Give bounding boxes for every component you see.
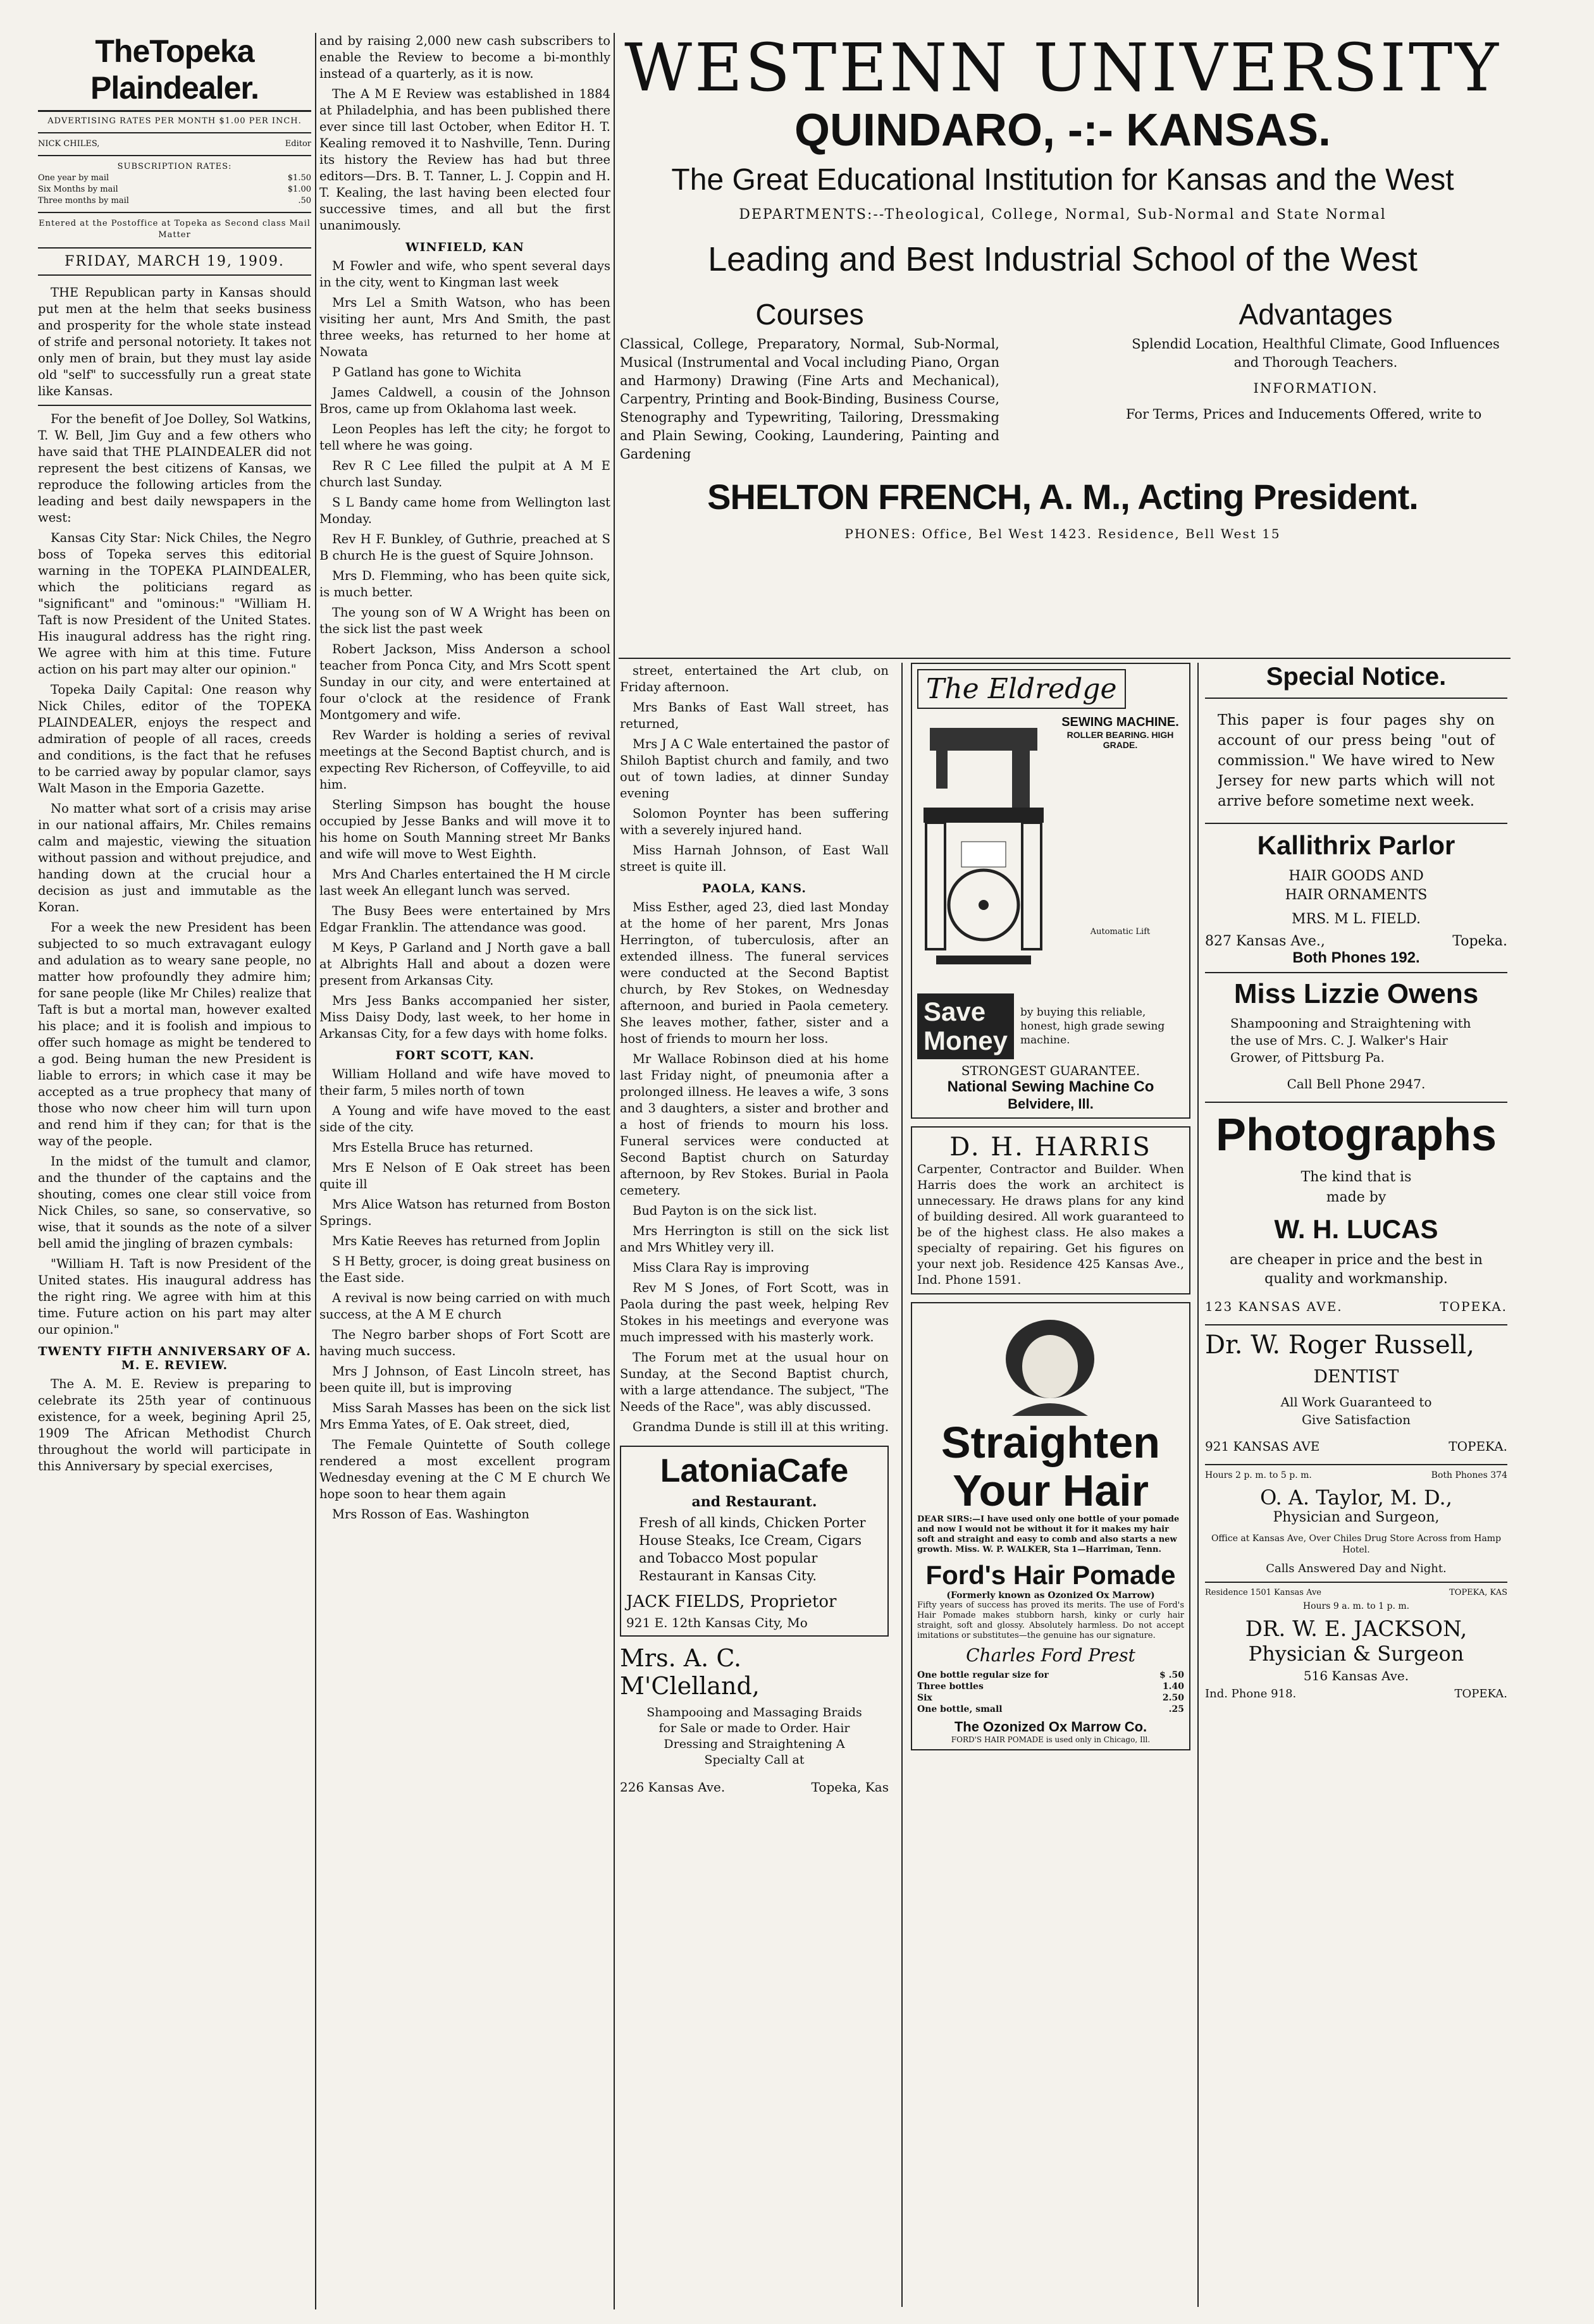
photographs-text: The kind that is made by <box>1301 1169 1412 1205</box>
article-paragraph: Topeka Daily Capital: One reason why Nick Chiles, editor of the TOPEKA PLAINDEALER, enjoys the respect and admiration of people of all races, creeds and conditions, is the fact that he refuses to be carried away by popular clamor, says Walt Mason in the Emporia Gazette. <box>38 682 311 796</box>
news-item: Mrs E Nelson of E Oak street has been quite ill <box>319 1160 610 1191</box>
column-rule <box>315 33 316 2309</box>
jackson-city-top: TOPEKA, KAS <box>1449 1588 1507 1597</box>
news-item: Mrs J Johnson, of East Lincoln street, has been quite ill, but is improving <box>319 1364 610 1395</box>
news-item: Mrs Estella Bruce has returned. <box>332 1140 534 1155</box>
entered-notice: Entered at the Postoffice at Topeka as Second class Mail Matter <box>39 219 311 240</box>
harris-text: Carpenter, Contractor and Builder. When Harris does the work an architect is unnecessary. He draws plans for any kind of building desired. All work guaranteed to be of the highest class. He also makes a specialty of repairing. Get his figures on your next job. Residence 425 Kansas Ave., Ind. Phone 1591. <box>917 1162 1184 1287</box>
news-item: Robert Jackson, Miss Anderson a school teacher from Ponca City, and Mrs Scott spent Sunday in our city, and were entertained at four o'clock at the residence of Frank Montgomery and wife. <box>319 642 610 722</box>
news-item: A revival is now being carried on with much success, at the A M E church <box>319 1291 610 1322</box>
university-phones: PHONES: Office, Bel West 1423. Residence, Bell West 15 <box>844 526 1281 541</box>
news-item: M Fowler and wife, who spent several days in the city, went to Kingman last week <box>319 259 610 290</box>
mcclelland-ad <box>620 1644 889 1795</box>
news-item: P Gatland has gone to Wichita <box>332 365 522 379</box>
sub-row: One year by mail $1.50 <box>38 173 311 183</box>
news-item: James Caldwell, a cousin of the Johnson Bros, came up from Oklahoma last week. <box>319 385 610 416</box>
section-head-fortscott: FORT SCOTT, KAN. <box>395 1048 534 1062</box>
news-item: Leon Peoples has left the city; he forgot to tell where he was going. <box>319 422 610 453</box>
owens-name: Miss Lizzie Owens <box>1233 978 1479 1009</box>
save-money-banner: Save Money <box>917 993 1014 1059</box>
russell-city: TOPEKA. <box>1449 1439 1507 1454</box>
taylor-office: Office at Kansas Ave, Over Chiles Drug Store Across from Hamp Hotel. <box>1211 1534 1502 1555</box>
owens-text: Shampooning and Straightening with the use of Mrs. C. J. Walker's Hair Grower, of Pittsburg Pa. <box>1230 1016 1471 1065</box>
pomade-company: The Ozonized Ox Marrow Co. <box>954 1719 1147 1735</box>
column-4 <box>911 663 1190 1758</box>
jackson-title: Physician & Surgeon <box>1248 1642 1464 1666</box>
pomade-body: Fifty years of success has proved its merits. The use of Ford's Hair Pomade makes stubborn harsh, kinky or curly hair straight, soft and glossy. Absolutely harmless. Do not accept imitations or substitutes—the genuine has our signature. <box>917 1601 1184 1640</box>
mcclelland-city: Topeka, Kas <box>811 1780 889 1795</box>
news-item: Rev M S Jones, of Fort Scott, was in Paola during the past week, helping Rev Stokes in his meetings and everyone was much impressed with his masterly work. <box>620 1281 889 1344</box>
latonia-sub: and Restaurant. <box>691 1494 817 1510</box>
news-item: Miss Esther, aged 23, died last Monday at the home of her parent, Mrs Jonas Herrington, of tuberculosis, after an extended illness. The funeral services were conducted at the Second Baptist church, by Rev Stokes, on Wednesday afternoon, and buried in Paola cemetery. She leaves mother, father, sister and a host of friends to mourn her loss. <box>620 900 889 1046</box>
jackson-city: TOPEKA. <box>1454 1687 1507 1700</box>
eldredge-company: National Sewing Machine Co <box>947 1078 1154 1095</box>
kallithrix-city: Topeka. <box>1452 933 1507 949</box>
straighten-headline: Straighten <box>941 1418 1161 1467</box>
eldredge-sub: ROLLER BEARING. HIGH GRADE. <box>1066 730 1174 750</box>
special-notice-head: Special Notice. <box>1266 663 1447 691</box>
kallithrix-items: HAIR GOODS AND HAIR ORNAMENTS <box>1285 868 1428 903</box>
ad-rates: ADVERTISING RATES PER MONTH $1.00 PER INCH. <box>47 116 302 126</box>
photographs-head: Photographs <box>1216 1110 1497 1160</box>
article-paragraph: The A. M. E. Review is preparing to celebrate its 25th year of continuous existence, for a week, begining April 25, 1909 The African Methodist Church throughout the world will participate in this Anniversary by special exercises, <box>38 1377 311 1473</box>
mcclelland-name: Mrs. A. C. M'Clelland, <box>620 1644 760 1700</box>
harris-name: D. H. HARRIS <box>949 1133 1152 1162</box>
news-item: A Young and wife have moved to the east side of the city. <box>319 1104 610 1134</box>
news-item: Mrs Katie Reeves has returned from Joplin <box>332 1234 600 1248</box>
eldredge-city: Belvidere, Ill. <box>1008 1096 1094 1112</box>
university-departments: DEPARTMENTS:--Theological, College, Normal, Sub-Normal and State Normal <box>739 207 1387 223</box>
article-paragraph: THE Republican party in Kansas should put men at the helm that seeks business and prosperity for the whole state instead of strife and personal notoriety. It takes not only men of brain, but they must lay aside old "self" to successfully run a great state like Kansas. <box>38 285 311 398</box>
kallithrix-owner: MRS. M L. FIELD. <box>1292 911 1421 927</box>
price-row: One bottle regular size for $ .50 <box>917 1670 1184 1680</box>
news-item: Solomon Poynter has been suffering with a severely injured hand. <box>620 806 889 837</box>
latonia-text: Fresh of all kinds, Chicken Porter House Steaks, Ice Cream, Cigars and Tobacco Most popular Restaurant in Kansas City. <box>639 1515 866 1583</box>
advantages-block <box>1126 297 1505 464</box>
kallithrix-phones: Both Phones 192. <box>1292 949 1420 966</box>
news-item: Sterling Simpson has bought the house occupied by Jesse Banks and will move it to his home on South Manning street Mr Banks and wife will move to West Eighth. <box>319 797 610 861</box>
pomade-signature: Charles Ford Prest <box>966 1645 1135 1666</box>
news-item: The Female Quintette of South college rendered a most excellent program Wednesday evening at the C M E church We hope soon to hear them again <box>319 1437 610 1501</box>
news-item: Mrs J A C Wale entertained the pastor of Shiloh Baptist church and family, and two out of town ladies, at dinner Sunday evening <box>620 737 889 801</box>
university-name: WESTENN UNIVERSITY <box>624 29 1501 106</box>
news-item: Mrs Rosson of Eas. Washington <box>332 1507 529 1522</box>
advantages-text: Splendid Location, Healthful Climate, Good Influences and Thorough Teachers. <box>1132 336 1500 370</box>
mcclelland-text: Shampooing and Massaging Braids for Sale or made to Order. Hair Dressing and Straightening A Specialty Call at <box>646 1706 862 1767</box>
lucas-name: W. H. LUCAS <box>1274 1214 1438 1244</box>
owens-phone: Call Bell Phone 2947. <box>1287 1076 1426 1091</box>
article-paragraph: For the benefit of Joe Dolley, Sol Watkins, T. W. Bell, Jim Guy and a few others who have said that THE PLAINDEALER did not represent the best citizens of Kansas, we reproduce the following articles from the leading and best daily newspapers in the west: <box>38 412 311 525</box>
information-head: INFORMATION. <box>1253 381 1378 396</box>
section-head: TWENTY FIFTH ANNIVERSARY OF A. M. E. REVIEW. <box>38 1344 311 1372</box>
news-item: The young son of W A Wright has been on the sick list the past week <box>319 605 610 636</box>
information-text: For Terms, Prices and Inducements Offered, write to <box>1126 407 1482 422</box>
news-item: The Busy Bees were entertained by Mrs Edgar Franklin. The attendance was good. <box>319 904 610 935</box>
latonia-name: LatoniaCafe <box>660 1453 849 1489</box>
kallithrix-address: 827 Kansas Ave., <box>1205 933 1325 949</box>
eldredge-ad <box>911 663 1190 1119</box>
eldredge-title: SEWING MACHINE. <box>1061 715 1179 729</box>
sub-row: Three months by mail .50 <box>38 196 311 206</box>
advantages-head: Advantages <box>1239 298 1393 331</box>
column-rule <box>901 663 903 2307</box>
ford-pomade-ad <box>911 1302 1190 1750</box>
news-item: Miss Harnah Johnson, of East Wall street is quite ill. <box>620 843 889 874</box>
news-item: Rev Warder is holding a series of revival meetings at the Second Baptist church, and is expecting Rev Richerson, of Coffeyville, to aid him. <box>319 728 610 792</box>
acting-president: SHELTON FRENCH, A. M., Acting President. <box>707 477 1418 517</box>
university-slogan: Leading and Best Industrial School of the West <box>708 240 1418 278</box>
article-paragraph: The A M E Review was established in 1884 at Philadelphia, and has been published there ever since till last October, when Editor H. T. Kealing removed it to Nashville, Tenn. During its history the Review has had but three editors—Drs. B. T. Tanner, L. J. Coppin and H. T. Kealing, the last having been elected four successive times, and all but the first unanimously. <box>319 87 610 233</box>
column-1 <box>38 33 311 1479</box>
news-item: Bud Payton is on the sick list. <box>633 1203 817 1218</box>
editor-line <box>38 138 311 150</box>
your-hair-headline: Your Hair <box>953 1466 1149 1515</box>
price-row: Six 2.50 <box>917 1693 1184 1703</box>
article-paragraph: "William H. Taft is now President of the United states. His inaugural address has the right ring. We agree with him at this time. Future action on his part may alter our opinion." <box>38 1257 311 1337</box>
russell-name: Dr. W. Roger Russell, <box>1205 1331 1474 1360</box>
eldredge-logo: The Eldredge <box>917 669 1126 709</box>
russell-title: DENTIST <box>1313 1366 1399 1387</box>
news-item: S H Betty, grocer, is doing great business on the East side. <box>319 1254 610 1285</box>
pomade-testimonial: DEAR SIRS:—I have used only one bottle of your pomade and now I would not be without it for it makes my hair soft and straight and easy to comb and also starts a new growth. Miss. W. P. WALKER, Sta 1—Harriman, Tenn. <box>917 1515 1180 1554</box>
news-item: Miss Clara Ray is improving <box>633 1260 810 1275</box>
jackson-name: DR. W. E. JACKSON, <box>1245 1616 1467 1642</box>
column-rule <box>619 658 1511 659</box>
courses-text: Classical, College, Preparatory, Normal, Sub-Normal, Musical (Instrumental and Vocal including Piano, Organ and Harmony) Drawing (Fine Arts and Mechanical), Carpentry, Printing and Book-Binding, Business Course, Stenography and Typewriting, Tailoring, Dressmaking and Plain Sewing, Cooking, Laundering, Painting and Gardening <box>620 336 999 462</box>
jackson-address: 516 Kansas Ave. <box>1303 1668 1409 1683</box>
issue-date: FRIDAY, MARCH 19, 1909. <box>38 247 311 276</box>
lucas-address: 123 KANSAS AVE. <box>1205 1299 1343 1314</box>
column-5 <box>1205 663 1507 1700</box>
article-paragraph: For a week the new President has been subjected to so much extravagant eulogy and adulation as to weary sane people, no matter how profoundly they admire him; for sane people (like Mr Chiles) realize that Taft is but a mortal man, however exalted his place; and it is foolish and impious to offer such homage as might be tendered to a god. Being human the new President is liable to errors; in which case it may be accepted as a true prophecy that many of those who now cheer him will turn upon and rend him if they can; for that is the way of the people. <box>38 920 311 1148</box>
news-item: Mrs Alice Watson has returned from Boston Springs. <box>319 1197 610 1228</box>
special-notice-text: This paper is four pages shy on account of our press being "out of commission." We have wired to New Jersey for new parts which will not arrive before sometime next week. <box>1218 712 1495 809</box>
news-item: S L Bandy came home from Wellington last Monday. <box>319 495 610 526</box>
lucas-city: TOPEKA. <box>1440 1299 1507 1314</box>
eldredge-guarantee: STRONGEST GUARANTEE. <box>961 1063 1140 1078</box>
news-item: William Holland and wife have moved to their farm, 5 miles north of town <box>319 1067 610 1098</box>
harris-ad <box>911 1126 1190 1294</box>
news-item: Grandma Dunde is still ill at this writing. <box>633 1420 889 1434</box>
article-paragraph: In the midst of the tumult and clamor, and the thunder of the captains and the shouting, comes one clear still voice from Nick Chiles, so sane, so conservative, so wise, that it sounds as the note of a silver bell amid the jingling of brazen cymbals: <box>38 1154 311 1251</box>
article-paragraph: Kansas City Star: Nick Chiles, the Negro boss of Topeka serves this editorial warning in the TOPEKA PLAINDEALER, which the politicians regard as "significant" and "ominous:" "William H. Taft is now President of the United States. His inaugural address has the right ring. We agree with him at this time. Future action on his part may alter our opinion." <box>38 531 311 677</box>
news-item: The Forum met at the usual hour on Sunday, at the Second Baptist church, with a large attendance. The subject, "The Needs of the Race", was ably discussed. <box>620 1350 889 1414</box>
section-head-paola: PAOLA, KANS. <box>701 882 807 895</box>
kallithrix-name: Kallithrix Parlor <box>1257 830 1455 860</box>
portrait-icon <box>917 1308 1183 1416</box>
pomade-product: Ford's Hair Pomade <box>925 1560 1176 1590</box>
university-location: QUINDARO, -:- KANSAS. <box>794 105 1331 156</box>
taylor-calls: Calls Answered Day and Night. <box>1266 1562 1447 1575</box>
mcclelland-address: 226 Kansas Ave. <box>620 1780 726 1795</box>
university-ad <box>620 29 1505 627</box>
sewing-machine-icon <box>917 715 1050 987</box>
news-item: Miss Sarah Masses has been on the sick list Mrs Emma Yates, of E. Oak street, died, <box>319 1401 610 1432</box>
news-item: Mrs Herrington is still on the sick list and Mrs Whitley very ill. <box>620 1224 889 1255</box>
taylor-phones: Both Phones 374 <box>1431 1470 1507 1480</box>
news-item: Rev R C Lee filled the pulpit at A M E church last Sunday. <box>319 458 610 489</box>
courses-block <box>620 297 999 464</box>
price-row: Three bottles 1.40 <box>917 1682 1184 1692</box>
latonia-owner: JACK FIELDS, Proprietor <box>626 1592 837 1611</box>
news-item: Mrs Banks of East Wall street, has returned, <box>620 700 889 731</box>
news-item: Mrs D. Flemming, who has been quite sick, is much better. <box>319 569 610 599</box>
column-3 <box>620 663 889 1795</box>
sub-row: Six Months by mail $1.00 <box>38 185 311 194</box>
pomade-address: FORD'S HAIR POMADE is used only in Chicago, Ill. <box>951 1735 1151 1744</box>
price-row: One bottle, small .25 <box>917 1704 1184 1714</box>
column-2 <box>319 33 610 1527</box>
courses-head: Courses <box>755 298 864 331</box>
latonia-cafe-ad <box>620 1446 889 1637</box>
pomade-formerly: (Formerly known as Ozonized Ox Marrow) <box>946 1590 1155 1601</box>
news-item: Mr Wallace Robinson died at his home last Friday night, of pneumonia after a prolonged illness. He leaves a wife, 3 sons and 3 daughters, a sister and brother and a host of friends to mourn his loss. Funeral services were conducted at Second Baptist church on Saturday afternoon, by Rev Stokes. Burial in Paola cemetery. <box>620 1052 889 1198</box>
eldredge-side: by buying this reliable, honest, high grade sewing machine. <box>1020 1006 1165 1047</box>
russell-text: All Work Guaranteed to Give Satisfaction <box>1280 1394 1432 1427</box>
news-item: The Negro barber shops of Fort Scott are having much success. <box>319 1327 610 1358</box>
taylor-name: O. A. Taylor, M. D., <box>1260 1485 1452 1509</box>
news-item: M Keys, P Garland and J North gave a ball at Albrights Hall and about a dozen were present from Arkansas City. <box>319 940 610 988</box>
jackson-phone: Ind. Phone 918. <box>1205 1687 1297 1700</box>
taylor-title: Physician and Surgeon, <box>1273 1509 1440 1525</box>
news-item: Mrs Lel a Smith Watson, who has been visiting her aunt, Mrs And Smith, the past three weeks, has returned to her home at Nowata <box>319 295 610 359</box>
latonia-address: 921 E. 12th Kansas City, Mo <box>626 1615 808 1630</box>
news-item: Rev H F. Bunkley, of Guthrie, preached at S B church He is the guest of Squire Johnson. <box>319 532 610 563</box>
jackson-residence: Residence 1501 Kansas Ave <box>1205 1588 1321 1597</box>
news-item: Mrs Jess Banks accompanied her sister, Miss Daisy Dody, last week, to her home in Arkansas City, for a few days with home folks. <box>319 993 610 1041</box>
column-rule <box>1197 663 1199 2307</box>
taylor-hours: Hours 2 p. m. to 5 p. m. <box>1205 1470 1312 1480</box>
subscription-head: SUBSCRIPTION RATES: <box>117 162 232 171</box>
university-tagline: The Great Educational Institution for Kansas and the West <box>671 163 1454 197</box>
section-head-winfield: WINFIELD, KAN <box>405 240 524 254</box>
article-paragraph: and by raising 2,000 new cash subscribers to enable the Review to become a bi-monthly instead of a quarterly, as it is now. <box>319 34 610 81</box>
jackson-hours: Hours 9 a. m. to 1 p. m. <box>1302 1601 1410 1611</box>
news-item: street, entertained the Art club, on Friday afternoon. <box>620 663 889 694</box>
column-rule <box>614 33 615 2309</box>
editor-label: Editor <box>285 139 311 149</box>
news-item: Mrs And Charles entertained the H M circle last week An ellegant lunch was served. <box>319 867 610 898</box>
masthead: TheTopeka Plaindealer. <box>38 33 311 112</box>
article-paragraph: No matter what sort of a crisis may arise in our national affairs, Mr. Chiles remains calm and majestic, viewing the situation without passion and without prejudice, and handing down at the crucial hour a decision as just and immutable as the Koran. <box>38 801 311 914</box>
russell-address: 921 KANSAS AVE <box>1205 1439 1320 1454</box>
photographs-text2: are cheaper in price and the best in quality and workmanship. <box>1230 1252 1483 1287</box>
editor-name: NICK CHILES, <box>38 139 100 149</box>
eldredge-plate: Automatic Lift <box>1090 927 1151 937</box>
